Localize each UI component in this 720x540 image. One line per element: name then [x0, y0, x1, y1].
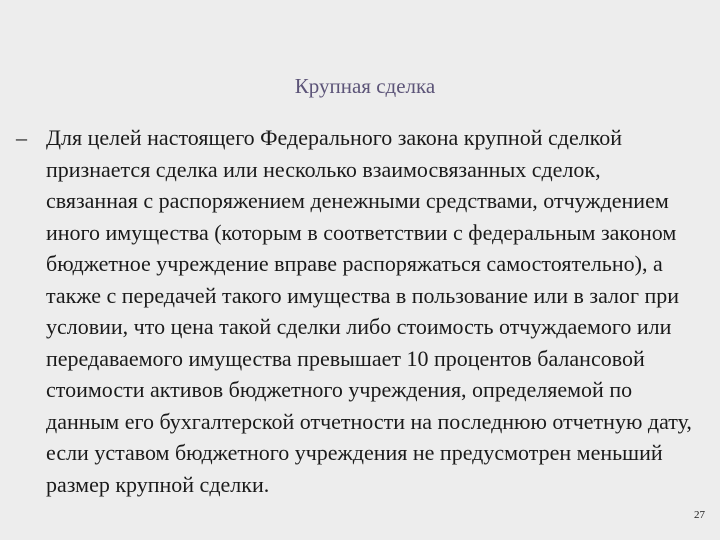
slide-title: Крупная сделка: [294, 74, 436, 98]
bullet-marker: –: [16, 125, 27, 150]
page-number: 27: [694, 509, 705, 521]
bullet-text: Для целей настоящего Федерального закона крупной сделкой признается сделка или несколько взаимосвязанных сделок, связанная с распоряжением денежными средствами, отчуждением иного имущества (которым в соответствии с федеральным законом бюджетное учреждение вправе распоряжаться самостоятельно), а также с передачей такого имущества в пользование или в залог при условии, что цена такой сделки либо стоимость отчуждаемого или передаваемого имущества превышает 10 процентов балансовой стоимости активов бюджетного учреждения, определяемой по данным его бухгалтерской отчетности на последнюю отчетную дату, если уставом бюджетного учреждения не предусмотрен меньший размер крупной сделки.: [46, 125, 692, 497]
